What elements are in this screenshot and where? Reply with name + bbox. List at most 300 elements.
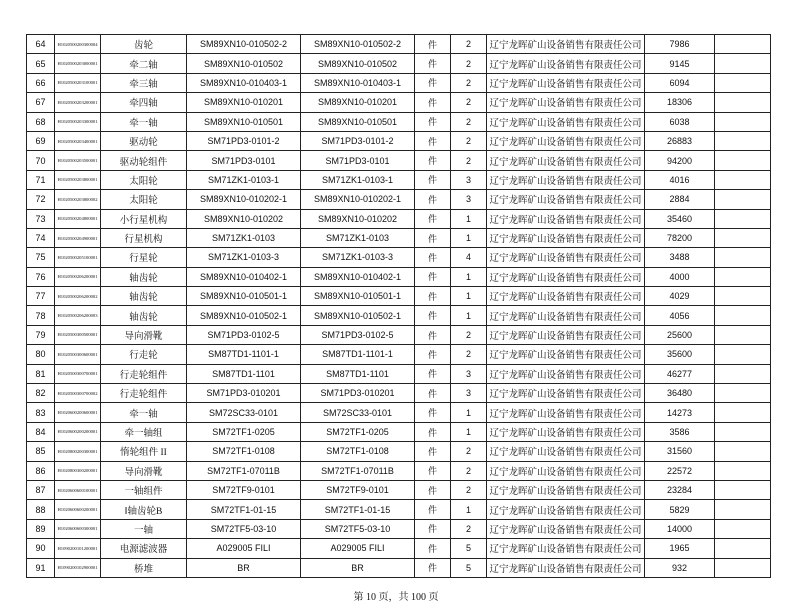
material-code-cell: H1020500203200001 xyxy=(55,93,101,112)
part-name-cell: 电源滤波器 xyxy=(101,539,187,558)
remarks-cell xyxy=(715,519,771,538)
material-code-cell: H1020600200200001 xyxy=(55,422,101,441)
supplier-name-cell: 辽宁龙晖矿山设备销售有限责任公司 xyxy=(487,35,645,54)
drawing-number-cell: SM89XN10-010202 xyxy=(301,209,415,228)
remarks-cell xyxy=(715,151,771,170)
remarks-cell xyxy=(715,539,771,558)
drawing-number-cell: SM89XN10-010501 xyxy=(301,112,415,131)
page-number-footer: 第 10 页，共 100 页 xyxy=(353,592,439,603)
unit-cell: 件 xyxy=(415,384,451,403)
table-row xyxy=(27,325,771,344)
supplier-name-cell: 辽宁龙晖矿山设备销售有限责任公司 xyxy=(487,151,645,170)
part-spec-cell: SM71PD3-0101 xyxy=(187,151,301,170)
drawing-number-cell: SM72TF1-0108 xyxy=(301,442,415,461)
quantity-cell: 1 xyxy=(451,228,487,247)
quantity-cell: 2 xyxy=(451,151,487,170)
unit-price-cell: 9145 xyxy=(645,54,715,73)
row-number-cell: 71 xyxy=(27,170,55,189)
drawing-number-cell: SM72TF1-07011B xyxy=(301,461,415,480)
part-name-cell: 轴齿轮 xyxy=(101,267,187,286)
unit-cell: 件 xyxy=(415,131,451,150)
supplier-name-cell: 辽宁龙晖矿山设备销售有限责任公司 xyxy=(487,480,645,499)
unit-price-cell: 26883 xyxy=(645,131,715,150)
remarks-cell xyxy=(715,364,771,383)
drawing-number-cell: SM89XN10-010502 xyxy=(301,54,415,73)
unit-price-cell: 6094 xyxy=(645,73,715,92)
remarks-cell xyxy=(715,228,771,247)
part-spec-cell: SM71PD3-0102-5 xyxy=(187,325,301,344)
supplier-name-cell: 辽宁龙晖矿山设备销售有限责任公司 xyxy=(487,287,645,306)
part-spec-cell: SM72SC33-0101 xyxy=(187,403,301,422)
row-number-cell: 78 xyxy=(27,306,55,325)
unit-cell: 件 xyxy=(415,287,451,306)
material-code-cell: H1020500203100001 xyxy=(55,73,101,92)
part-name-cell: 轴齿轮 xyxy=(101,306,187,325)
drawing-number-cell: SM89XN10-010502-2 xyxy=(301,35,415,54)
unit-cell: 件 xyxy=(415,267,451,286)
remarks-cell xyxy=(715,500,771,519)
unit-cell: 件 xyxy=(415,519,451,538)
part-spec-cell: SM71PD3-0101-2 xyxy=(187,131,301,150)
unit-price-cell: 36480 xyxy=(645,384,715,403)
remarks-cell xyxy=(715,345,771,364)
table-row xyxy=(27,73,771,92)
unit-cell: 件 xyxy=(415,539,451,558)
quantity-cell: 1 xyxy=(451,403,487,422)
quantity-cell: 1 xyxy=(451,287,487,306)
supplier-name-cell: 辽宁龙晖矿山设备销售有限责任公司 xyxy=(487,112,645,131)
part-name-cell: 行星轮 xyxy=(101,248,187,267)
table-row xyxy=(27,500,771,519)
part-name-cell: Ⅰ轴齿轮B xyxy=(101,500,187,519)
part-spec-cell: SM87TD1-1101 xyxy=(187,364,301,383)
drawing-number-cell: SM72TF1-01-15 xyxy=(301,500,415,519)
table-row xyxy=(27,267,771,286)
supplier-name-cell: 辽宁龙晖矿山设备销售有限责任公司 xyxy=(487,519,645,538)
row-number-cell: 81 xyxy=(27,364,55,383)
supplier-name-cell: 辽宁龙晖矿山设备销售有限责任公司 xyxy=(487,422,645,441)
part-name-cell: 牵一轴 xyxy=(101,403,187,422)
unit-cell: 件 xyxy=(415,461,451,480)
quantity-cell: 4 xyxy=(451,248,487,267)
material-code-cell: H1020600600100001 xyxy=(55,480,101,499)
quantity-cell: 1 xyxy=(451,209,487,228)
row-number-cell: 67 xyxy=(27,93,55,112)
quantity-cell: 2 xyxy=(451,442,487,461)
quantity-cell: 2 xyxy=(451,345,487,364)
table-row xyxy=(27,558,771,577)
remarks-cell xyxy=(715,190,771,209)
row-number-cell: 64 xyxy=(27,35,55,54)
part-spec-cell: SM89XN10-010403-1 xyxy=(187,73,301,92)
material-code-cell: H1090200102900001 xyxy=(55,558,101,577)
remarks-cell xyxy=(715,558,771,577)
row-number-cell: 77 xyxy=(27,287,55,306)
material-code-cell: H1020500204800001 xyxy=(55,209,101,228)
quantity-cell: 2 xyxy=(451,73,487,92)
row-number-cell: 89 xyxy=(27,519,55,538)
part-spec-cell: SM89XN10-010202 xyxy=(187,209,301,228)
part-spec-cell: SM72TF1-01-15 xyxy=(187,500,301,519)
unit-cell: 件 xyxy=(415,93,451,112)
unit-price-cell: 1965 xyxy=(645,539,715,558)
part-name-cell: 太阳轮 xyxy=(101,190,187,209)
table-row xyxy=(27,228,771,247)
supplier-name-cell: 辽宁龙晖矿山设备销售有限责任公司 xyxy=(487,461,645,480)
unit-cell: 件 xyxy=(415,345,451,364)
material-code-cell: H1020500203400001 xyxy=(55,131,101,150)
table-row xyxy=(27,442,771,461)
row-number-cell: 83 xyxy=(27,403,55,422)
unit-price-cell: 78200 xyxy=(645,228,715,247)
unit-price-cell: 4056 xyxy=(645,306,715,325)
unit-cell: 件 xyxy=(415,170,451,189)
part-name-cell: 小行星机构 xyxy=(101,209,187,228)
drawing-number-cell: SM71PD3-0102-5 xyxy=(301,325,415,344)
drawing-number-cell: SM87TD1-1101-1 xyxy=(301,345,415,364)
drawing-number-cell: SM71PD3-010201 xyxy=(301,384,415,403)
unit-price-cell: 25600 xyxy=(645,325,715,344)
unit-cell: 件 xyxy=(415,228,451,247)
row-number-cell: 87 xyxy=(27,480,55,499)
unit-cell: 件 xyxy=(415,442,451,461)
row-number-cell: 90 xyxy=(27,539,55,558)
material-code-cell: H1020500203000001 xyxy=(55,54,101,73)
unit-cell: 件 xyxy=(415,151,451,170)
part-name-cell: 一轴 xyxy=(101,519,187,538)
supplier-name-cell: 辽宁龙晖矿山设备销售有限责任公司 xyxy=(487,93,645,112)
part-name-cell: 牵三轴 xyxy=(101,73,187,92)
supplier-name-cell: 辽宁龙晖矿山设备销售有限责任公司 xyxy=(487,248,645,267)
drawing-number-cell: SM89XN10-010501-1 xyxy=(301,287,415,306)
row-number-cell: 72 xyxy=(27,190,55,209)
unit-cell: 件 xyxy=(415,112,451,131)
table-row xyxy=(27,93,771,112)
supplier-name-cell: 辽宁龙晖矿山设备销售有限责任公司 xyxy=(487,190,645,209)
part-name-cell: 牵二轴 xyxy=(101,54,187,73)
row-number-cell: 69 xyxy=(27,131,55,150)
quantity-cell: 2 xyxy=(451,325,487,344)
unit-cell: 件 xyxy=(415,364,451,383)
row-number-cell: 88 xyxy=(27,500,55,519)
supplier-name-cell: 辽宁龙晖矿山设备销售有限责任公司 xyxy=(487,500,645,519)
material-code-cell: H1020500300500001 xyxy=(55,325,101,344)
material-code-cell: H1020500203500001 xyxy=(55,151,101,170)
remarks-cell xyxy=(715,306,771,325)
remarks-cell xyxy=(715,325,771,344)
remarks-cell xyxy=(715,170,771,189)
remarks-cell xyxy=(715,35,771,54)
unit-price-cell: 14273 xyxy=(645,403,715,422)
quantity-cell: 3 xyxy=(451,384,487,403)
drawing-number-cell: SM89XN10-010402-1 xyxy=(301,267,415,286)
material-code-cell: H1020500206200003 xyxy=(55,306,101,325)
material-code-cell: H1090200101200001 xyxy=(55,539,101,558)
row-number-cell: 86 xyxy=(27,461,55,480)
part-spec-cell: SM89XN10-010501 xyxy=(187,112,301,131)
quantity-cell: 2 xyxy=(451,112,487,131)
part-name-cell: 驱动轮组件 xyxy=(101,151,187,170)
part-spec-cell: A029005 FILI xyxy=(187,539,301,558)
material-code-cell: H1020500300600001 xyxy=(55,345,101,364)
table-row xyxy=(27,345,771,364)
part-name-cell: 行星机构 xyxy=(101,228,187,247)
unit-cell: 件 xyxy=(415,403,451,422)
quantity-cell: 2 xyxy=(451,35,487,54)
supplier-name-cell: 辽宁龙晖矿山设备销售有限责任公司 xyxy=(487,228,645,247)
drawing-number-cell: SM71ZK1-0103-3 xyxy=(301,248,415,267)
supplier-name-cell: 辽宁龙晖矿山设备销售有限责任公司 xyxy=(487,209,645,228)
remarks-cell xyxy=(715,112,771,131)
remarks-cell xyxy=(715,442,771,461)
drawing-number-cell: SM72TF9-0101 xyxy=(301,480,415,499)
part-spec-cell: SM71ZK1-0103-3 xyxy=(187,248,301,267)
part-spec-cell: SM72TF1-0205 xyxy=(187,422,301,441)
remarks-cell xyxy=(715,384,771,403)
unit-price-cell: 22572 xyxy=(645,461,715,480)
remarks-cell xyxy=(715,54,771,73)
part-spec-cell: SM72TF9-0101 xyxy=(187,480,301,499)
material-code-cell: H1020500300700001 xyxy=(55,364,101,383)
material-code-cell: H1020500200300004 xyxy=(55,35,101,54)
supplier-name-cell: 辽宁龙晖矿山设备销售有限责任公司 xyxy=(487,558,645,577)
part-name-cell: 导向滑靴 xyxy=(101,325,187,344)
table-row xyxy=(27,539,771,558)
supplier-name-cell: 辽宁龙晖矿山设备销售有限责任公司 xyxy=(487,325,645,344)
drawing-number-cell: SM71PD3-0101-2 xyxy=(301,131,415,150)
table-row xyxy=(27,112,771,131)
part-spec-cell: SM89XN10-010502 xyxy=(187,54,301,73)
part-spec-cell: SM89XN10-010502-2 xyxy=(187,35,301,54)
unit-price-cell: 31560 xyxy=(645,442,715,461)
part-name-cell: 太阳轮 xyxy=(101,170,187,189)
unit-price-cell: 3488 xyxy=(645,248,715,267)
table-row xyxy=(27,306,771,325)
remarks-cell xyxy=(715,267,771,286)
row-number-cell: 91 xyxy=(27,558,55,577)
quantity-cell: 2 xyxy=(451,131,487,150)
row-number-cell: 74 xyxy=(27,228,55,247)
table-row xyxy=(27,519,771,538)
part-name-cell: 惰轮组件 II xyxy=(101,442,187,461)
table-row xyxy=(27,54,771,73)
row-number-cell: 75 xyxy=(27,248,55,267)
unit-price-cell: 5829 xyxy=(645,500,715,519)
material-code-cell: H1020500203800001 xyxy=(55,170,101,189)
drawing-number-cell: SM72TF1-0205 xyxy=(301,422,415,441)
part-name-cell: 导向滑靴 xyxy=(101,461,187,480)
supplier-name-cell: 辽宁龙晖矿山设备销售有限责任公司 xyxy=(487,170,645,189)
unit-price-cell: 7986 xyxy=(645,35,715,54)
remarks-cell xyxy=(715,480,771,499)
unit-price-cell: 932 xyxy=(645,558,715,577)
part-spec-cell: SM87TD1-1101-1 xyxy=(187,345,301,364)
unit-price-cell: 6038 xyxy=(645,112,715,131)
unit-price-cell: 46277 xyxy=(645,364,715,383)
drawing-number-cell: BR xyxy=(301,558,415,577)
table-row xyxy=(27,209,771,228)
part-spec-cell: SM72TF5-03-10 xyxy=(187,519,301,538)
quantity-cell: 2 xyxy=(451,93,487,112)
quantity-cell: 3 xyxy=(451,364,487,383)
part-spec-cell: BR xyxy=(187,558,301,577)
part-name-cell: 行走轮 xyxy=(101,345,187,364)
supplier-name-cell: 辽宁龙晖矿山设备销售有限责任公司 xyxy=(487,539,645,558)
part-spec-cell: SM71PD3-010201 xyxy=(187,384,301,403)
drawing-number-cell: SM89XN10-010403-1 xyxy=(301,73,415,92)
material-code-cell: H1020600600200001 xyxy=(55,500,101,519)
supplier-name-cell: 辽宁龙晖矿山设备销售有限责任公司 xyxy=(487,384,645,403)
remarks-cell xyxy=(715,93,771,112)
quantity-cell: 1 xyxy=(451,267,487,286)
quantity-cell: 1 xyxy=(451,306,487,325)
drawing-number-cell: SM89XN10-010202-1 xyxy=(301,190,415,209)
material-code-cell: H1020500206200002 xyxy=(55,287,101,306)
supplier-name-cell: 辽宁龙晖矿山设备销售有限责任公司 xyxy=(487,267,645,286)
table-row xyxy=(27,248,771,267)
part-spec-cell: SM72TF1-0108 xyxy=(187,442,301,461)
table-row xyxy=(27,151,771,170)
quantity-cell: 1 xyxy=(451,422,487,441)
drawing-number-cell: SM87TD1-1101 xyxy=(301,364,415,383)
remarks-cell xyxy=(715,73,771,92)
unit-cell: 件 xyxy=(415,306,451,325)
row-number-cell: 65 xyxy=(27,54,55,73)
unit-price-cell: 3586 xyxy=(645,422,715,441)
table-row xyxy=(27,403,771,422)
quantity-cell: 1 xyxy=(451,500,487,519)
material-code-cell: H1020500300700002 xyxy=(55,384,101,403)
remarks-cell xyxy=(715,422,771,441)
drawing-number-cell: SM71PD3-0101 xyxy=(301,151,415,170)
row-number-cell: 76 xyxy=(27,267,55,286)
row-number-cell: 68 xyxy=(27,112,55,131)
unit-cell: 件 xyxy=(415,54,451,73)
part-name-cell: 行走轮组件 xyxy=(101,384,187,403)
unit-price-cell: 14000 xyxy=(645,519,715,538)
quantity-cell: 2 xyxy=(451,519,487,538)
remarks-cell xyxy=(715,461,771,480)
unit-cell: 件 xyxy=(415,209,451,228)
unit-price-cell: 23284 xyxy=(645,480,715,499)
material-code-cell: H1020500203800002 xyxy=(55,190,101,209)
row-number-cell: 84 xyxy=(27,422,55,441)
supplier-name-cell: 辽宁龙晖矿山设备销售有限责任公司 xyxy=(487,306,645,325)
material-code-cell: H1020500206200001 xyxy=(55,267,101,286)
supplier-name-cell: 辽宁龙晖矿山设备销售有限责任公司 xyxy=(487,131,645,150)
table-row xyxy=(27,461,771,480)
part-spec-cell: SM89XN10-010202-1 xyxy=(187,190,301,209)
quantity-cell: 2 xyxy=(451,54,487,73)
remarks-cell xyxy=(715,287,771,306)
unit-cell: 件 xyxy=(415,325,451,344)
drawing-number-cell: SM72TF5-03-10 xyxy=(301,519,415,538)
row-number-cell: 73 xyxy=(27,209,55,228)
unit-price-cell: 94200 xyxy=(645,151,715,170)
drawing-number-cell: SM72SC33-0101 xyxy=(301,403,415,422)
table-row xyxy=(27,35,771,54)
quantity-cell: 2 xyxy=(451,461,487,480)
part-name-cell: 一轴组件 xyxy=(101,480,187,499)
part-name-cell: 牵一轴组 xyxy=(101,422,187,441)
table-row xyxy=(27,422,771,441)
parts-price-table xyxy=(26,34,771,578)
unit-cell: 件 xyxy=(415,190,451,209)
supplier-name-cell: 辽宁龙晖矿山设备销售有限责任公司 xyxy=(487,364,645,383)
unit-price-cell: 4016 xyxy=(645,170,715,189)
drawing-number-cell: SM71ZK1-0103-1 xyxy=(301,170,415,189)
unit-cell: 件 xyxy=(415,248,451,267)
unit-cell: 件 xyxy=(415,500,451,519)
table-row xyxy=(27,480,771,499)
part-name-cell: 行走轮组件 xyxy=(101,364,187,383)
material-code-cell: H1020600200600001 xyxy=(55,403,101,422)
table-row xyxy=(27,131,771,150)
part-name-cell: 齿轮 xyxy=(101,35,187,54)
remarks-cell xyxy=(715,209,771,228)
part-name-cell: 轴齿轮 xyxy=(101,287,187,306)
part-spec-cell: SM71ZK1-0103-1 xyxy=(187,170,301,189)
supplier-name-cell: 辽宁龙晖矿山设备销售有限责任公司 xyxy=(487,345,645,364)
unit-price-cell: 18306 xyxy=(645,93,715,112)
remarks-cell xyxy=(715,248,771,267)
material-code-cell: H1020500205100001 xyxy=(55,248,101,267)
row-number-cell: 70 xyxy=(27,151,55,170)
material-code-cell: H1020800200300001 xyxy=(55,442,101,461)
unit-cell: 件 xyxy=(415,73,451,92)
supplier-name-cell: 辽宁龙晖矿山设备销售有限责任公司 xyxy=(487,442,645,461)
part-name-cell: 牵一轴 xyxy=(101,112,187,131)
unit-price-cell: 4000 xyxy=(645,267,715,286)
material-code-cell: H1020800300200001 xyxy=(55,461,101,480)
quantity-cell: 2 xyxy=(451,480,487,499)
table-row xyxy=(27,384,771,403)
unit-cell: 件 xyxy=(415,558,451,577)
unit-price-cell: 35600 xyxy=(645,345,715,364)
unit-price-cell: 35460 xyxy=(645,209,715,228)
part-spec-cell: SM89XN10-010502-1 xyxy=(187,306,301,325)
unit-cell: 件 xyxy=(415,480,451,499)
row-number-cell: 85 xyxy=(27,442,55,461)
table-row xyxy=(27,170,771,189)
part-spec-cell: SM89XN10-010402-1 xyxy=(187,267,301,286)
supplier-name-cell: 辽宁龙晖矿山设备销售有限责任公司 xyxy=(487,54,645,73)
supplier-name-cell: 辽宁龙晖矿山设备销售有限责任公司 xyxy=(487,73,645,92)
row-number-cell: 66 xyxy=(27,73,55,92)
supplier-name-cell: 辽宁龙晖矿山设备销售有限责任公司 xyxy=(487,403,645,422)
part-name-cell: 驱动轮 xyxy=(101,131,187,150)
part-spec-cell: SM72TF1-07011B xyxy=(187,461,301,480)
quantity-cell: 5 xyxy=(451,539,487,558)
part-name-cell: 牵四轴 xyxy=(101,93,187,112)
unit-cell: 件 xyxy=(415,422,451,441)
material-code-cell: H1020500204900001 xyxy=(55,228,101,247)
remarks-cell xyxy=(715,131,771,150)
table-row xyxy=(27,190,771,209)
unit-price-cell: 4029 xyxy=(645,287,715,306)
unit-price-cell: 2884 xyxy=(645,190,715,209)
table-row xyxy=(27,287,771,306)
drawing-number-cell: A029005 FILI xyxy=(301,539,415,558)
part-name-cell: 桥堆 xyxy=(101,558,187,577)
material-code-cell: H1020500203300001 xyxy=(55,112,101,131)
quantity-cell: 3 xyxy=(451,170,487,189)
row-number-cell: 80 xyxy=(27,345,55,364)
part-spec-cell: SM89XN10-010201 xyxy=(187,93,301,112)
drawing-number-cell: SM71ZK1-0103 xyxy=(301,228,415,247)
drawing-number-cell: SM89XN10-010201 xyxy=(301,93,415,112)
remarks-cell xyxy=(715,403,771,422)
